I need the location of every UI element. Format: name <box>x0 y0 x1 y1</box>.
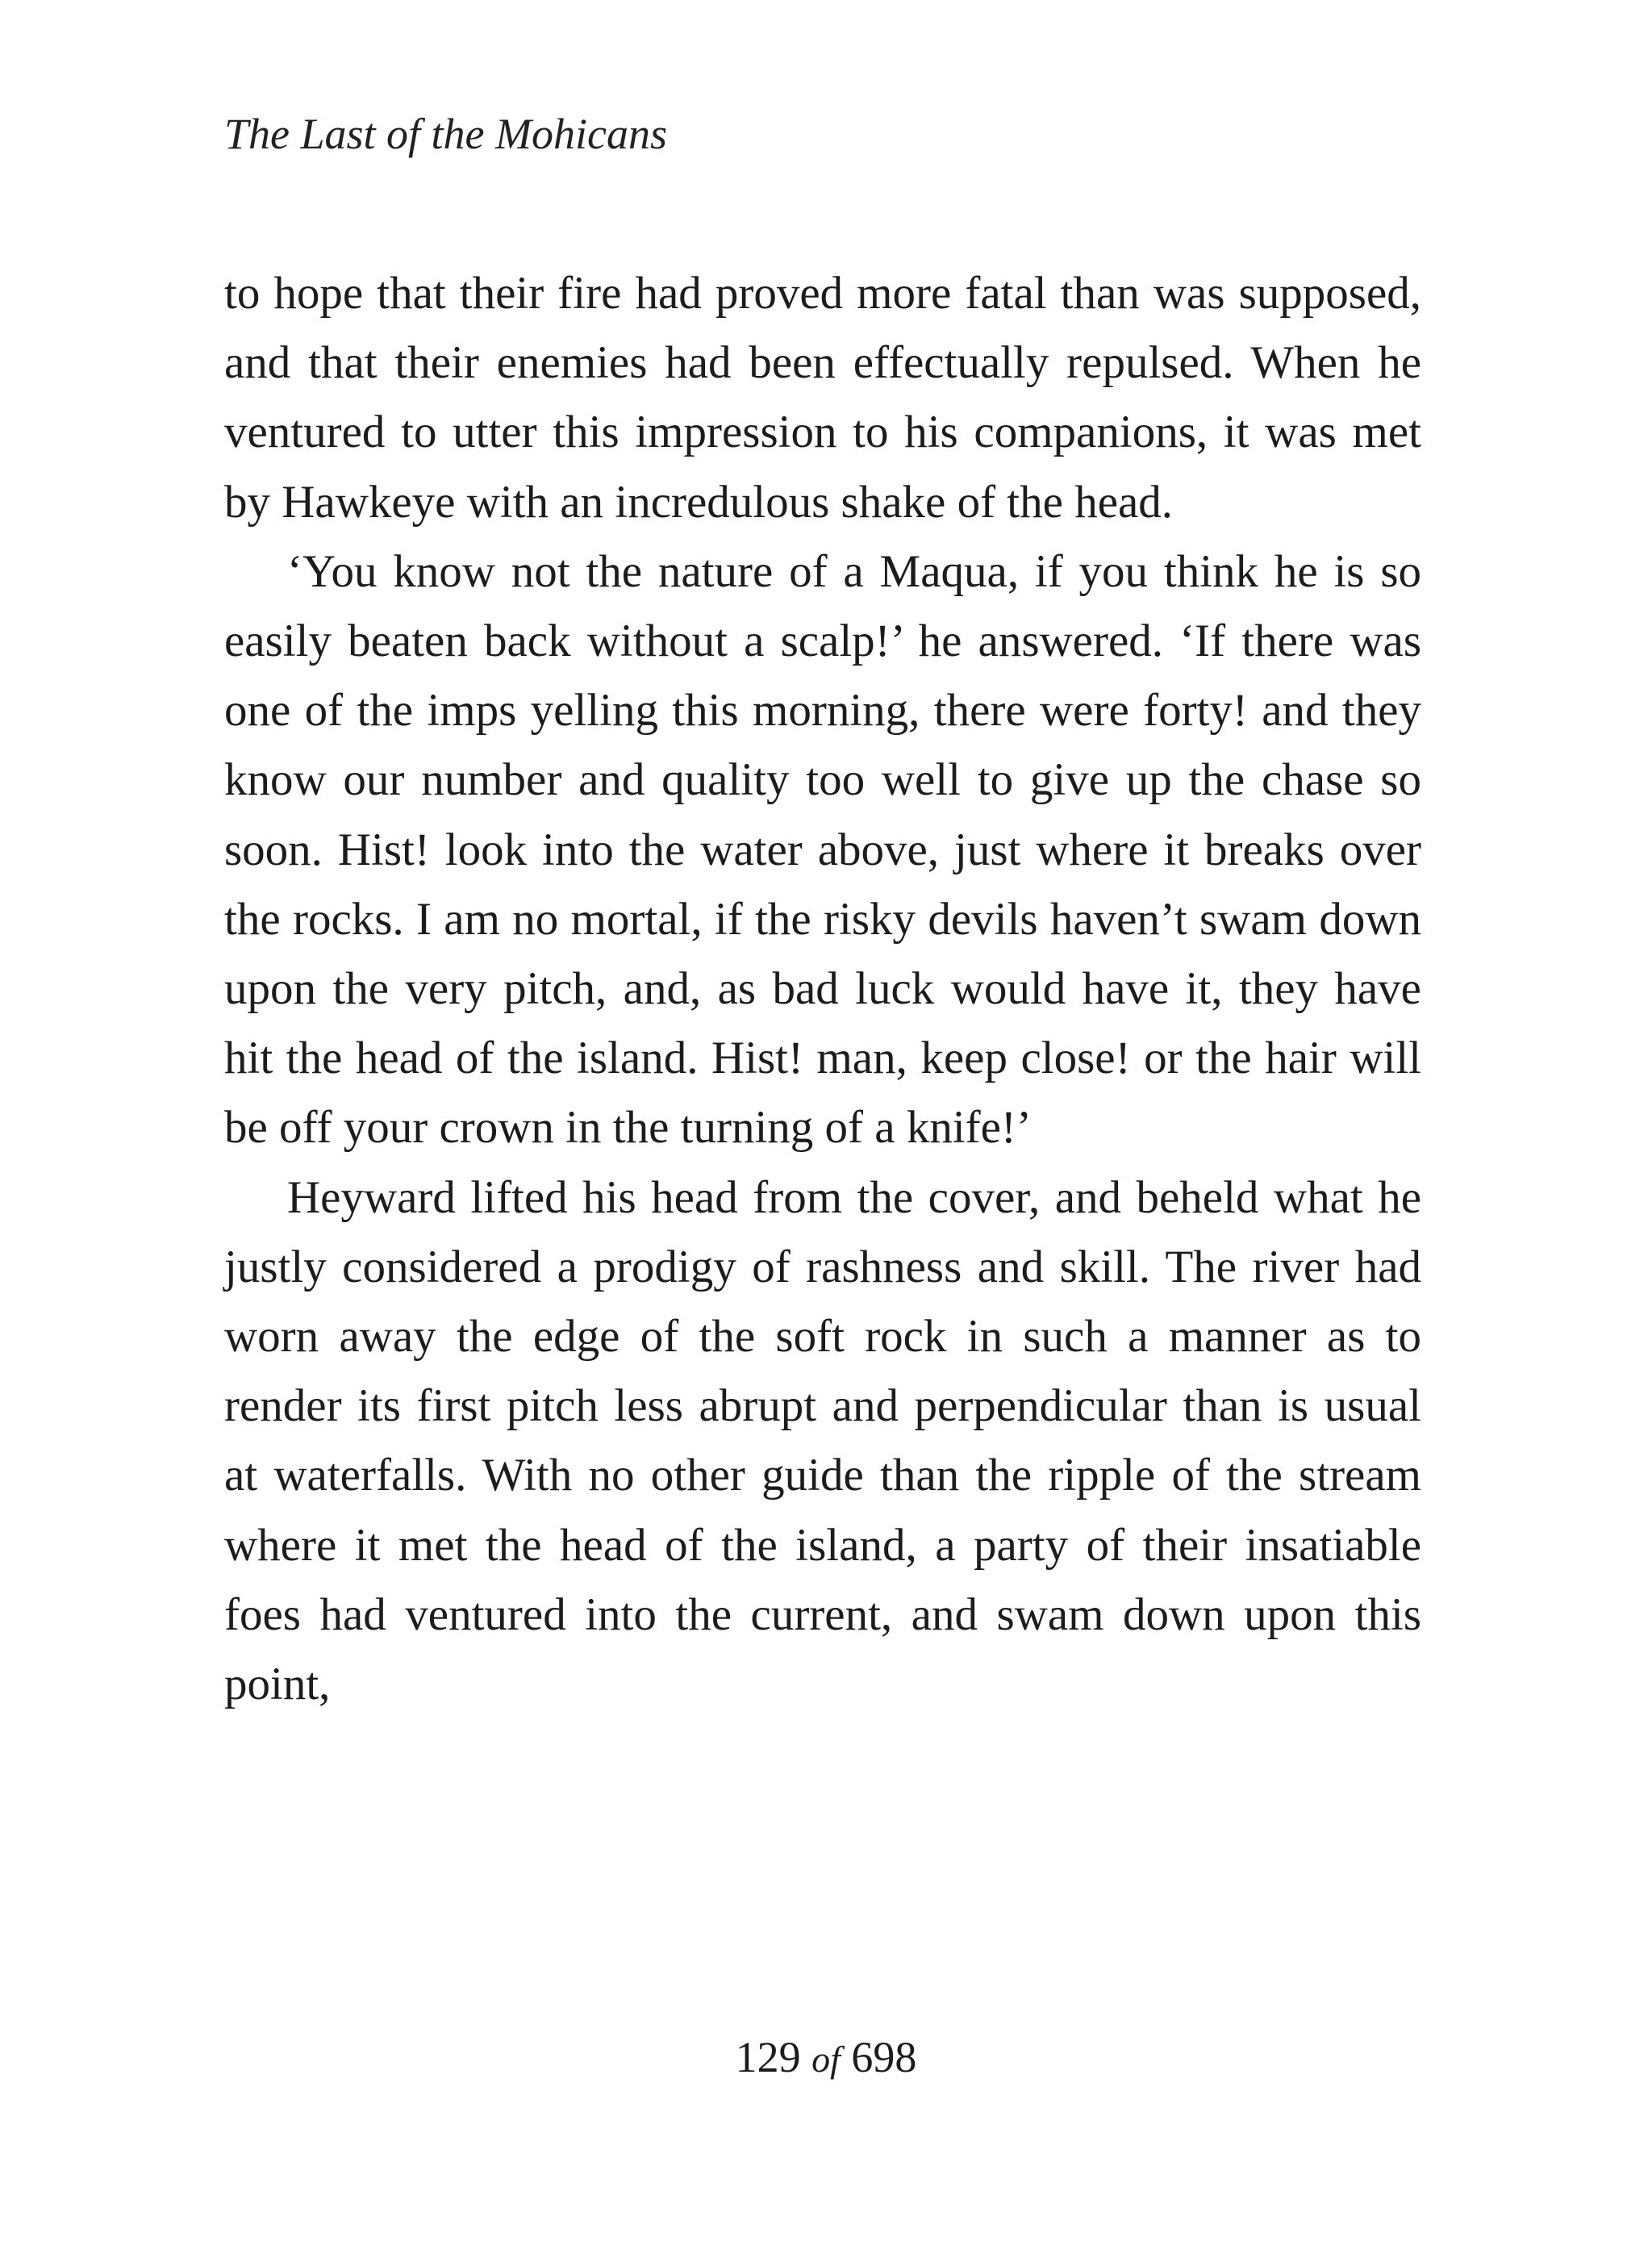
page-of-label: of <box>811 2039 841 2080</box>
paragraph-heyward: Heyward lifted his head from the cover, and beheld what he justly considered a prodigy of rashness and skill. The river had worn away the edge of the soft rock in such a manner as to render its first pitch less abrupt and perpendicular than is usual at waterfalls. With no other guide than the ripple of the stream where it met the head of the island, a party of their insatiable foes had ventured into the current, and swam down upon this point, <box>224 1171 1421 1710</box>
page-number-indicator <box>0 2025 1652 2092</box>
paragraph-continued: to hope that their fire had proved more fatal than was supposed, and that their enemies had been effectually repulsed. When he ventured to utter this impression to his companions, it was met by Hawkeye with an incredulous shake of the head. <box>224 268 1421 528</box>
current-page-number: 129 <box>735 2033 801 2081</box>
page-body-text <box>224 259 1421 1719</box>
paragraph-hawkeye-reply: ‘You know not the nature of a Maqua, if you think he is so easily beaten back without a scalp!’ he answered. ‘If there was one of the imps yelling this morning, there were forty! and they know our number and quality too well to give up the chase so soon. Hist! look into the water above, just where it breaks over the rocks. I am no mortal, if the risky devils haven’t swam down upon the very pitch, and, as bad luck would have it, they have hit the head of the island. Hist! man, keep close! or the hair will be off your crown in the turning of a knife!’ <box>224 545 1421 1154</box>
running-header-title: The Last of the Mohicans <box>224 110 667 158</box>
total-pages-number: 698 <box>851 2033 917 2081</box>
